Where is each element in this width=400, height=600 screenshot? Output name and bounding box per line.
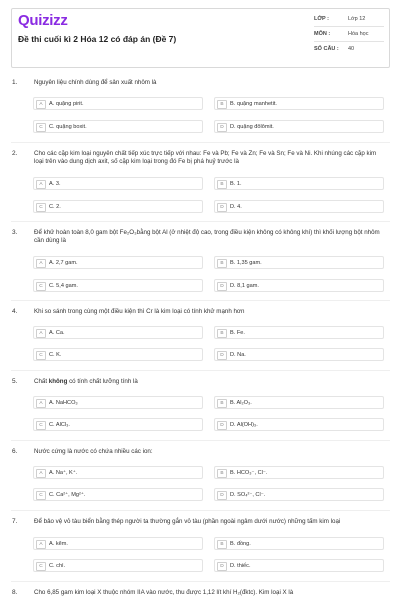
option-c[interactable] (33, 559, 203, 572)
option-letter: D (217, 421, 227, 430)
question-divider (11, 581, 390, 582)
option-a[interactable] (33, 326, 203, 339)
option-text: B. quặng manhetit. (230, 101, 277, 107)
option-text: B. đồng. (230, 541, 251, 547)
option-text: D. quặng đôlômit. (230, 124, 274, 130)
meta-subject-label: MÔN : (314, 31, 331, 37)
option-text: C. K. (49, 352, 62, 358)
question-divider (11, 142, 390, 143)
option-d[interactable] (214, 120, 384, 133)
meta-class-label: LỚP : (314, 16, 329, 22)
question-text-part: có tính chất lưỡng tính là (67, 378, 138, 385)
question-text: Cho các cặp kim loại nguyên chất tiếp xúc trực tiếp với nhau: Fe và Pb; Fe và Zn; Fe và Sn; Fe và Ni. Khi nhúng các cặp kim loại trên vào dung dịch axit, số cặp kim loại trong đó Fe bị phá huỷ trước là (34, 150, 377, 165)
option-text: C. Ca²⁺, Mg²⁺. (49, 492, 86, 498)
option-c[interactable] (33, 200, 203, 213)
option-c[interactable] (33, 120, 203, 133)
question-text: Để khử hoàn toàn 8,0 gam bột Fe₂O₃bằng bột Al (ở nhiệt độ cao, trong điều kiện không có không khí) thì khối lượng bột nhôm cần dùng là (34, 229, 380, 244)
option-text: C. chì. (49, 563, 66, 569)
option-letter: A (36, 540, 46, 549)
option-a[interactable] (33, 177, 203, 190)
meta-count-label: SỐ CÂU : (314, 46, 339, 52)
question-number: 3. (12, 229, 18, 236)
option-d[interactable] (214, 559, 384, 572)
option-letter: B (217, 259, 227, 268)
option-text: B. HCO₃⁻, Cl⁻. (230, 470, 268, 476)
option-d[interactable] (214, 348, 384, 361)
option-letter: B (217, 540, 227, 549)
option-text: A. NaHCO₃ (49, 400, 78, 406)
option-text: A. Ca. (49, 330, 65, 336)
option-text: B. Fe. (230, 330, 245, 336)
option-letter: A (36, 259, 46, 268)
option-d[interactable] (214, 418, 384, 431)
option-b[interactable] (214, 396, 384, 409)
question-divider (11, 300, 390, 301)
question-text-emphasis: không (48, 378, 68, 385)
option-letter: B (217, 399, 227, 408)
option-c[interactable] (33, 348, 203, 361)
option-text: C. 2. (49, 204, 61, 210)
meta-divider (314, 26, 384, 27)
question-divider (11, 440, 390, 441)
option-letter: D (217, 491, 227, 500)
question-divider (11, 370, 390, 371)
question-divider (11, 221, 390, 222)
option-a[interactable] (33, 466, 203, 479)
option-b[interactable] (214, 537, 384, 550)
option-text: A. 2,7 gam. (49, 260, 78, 266)
option-letter: D (217, 203, 227, 212)
option-letter: C (36, 421, 46, 430)
meta-count-value: 40 (348, 46, 355, 52)
option-text: A. kẽm. (49, 541, 68, 547)
worksheet-header (11, 8, 390, 68)
question-number: 2. (12, 150, 18, 157)
option-b[interactable] (214, 97, 384, 110)
option-letter: B (217, 100, 227, 109)
option-letter: A (36, 469, 46, 478)
meta-divider (314, 41, 384, 42)
option-text: D. Na. (230, 352, 246, 358)
question-text: Để bảo vệ vỏ tàu biển bằng thép người ta thường gắn vỏ tàu (phần ngoài ngâm dưới nước) những tấm kim loại (34, 518, 341, 525)
option-text: C. AlCl₃. (49, 422, 70, 428)
option-text: A. 3. (49, 181, 61, 187)
option-text: A. quặng pirit. (49, 101, 84, 107)
option-letter: B (217, 180, 227, 189)
option-d[interactable] (214, 200, 384, 213)
question-number: 7. (12, 518, 18, 525)
meta-subject-value: Hóa học (348, 31, 369, 37)
option-a[interactable] (33, 396, 203, 409)
question-number: 6. (12, 448, 18, 455)
option-text: C. quặng boxit. (49, 124, 87, 130)
option-letter: C (36, 351, 46, 360)
option-letter: C (36, 203, 46, 212)
option-letter: D (217, 351, 227, 360)
option-letter: C (36, 282, 46, 291)
option-letter: D (217, 282, 227, 291)
question-text-part: Chất (34, 378, 49, 385)
option-letter: A (36, 100, 46, 109)
option-letter: C (36, 123, 46, 132)
option-text: B. 1,35 gam. (230, 260, 262, 266)
option-letter: D (217, 123, 227, 132)
question-text: Nước cứng là nước có chứa nhiều các ion: (34, 448, 153, 455)
option-b[interactable] (214, 256, 384, 269)
question-number: 1. (12, 79, 18, 86)
option-text: D. SO₄²⁻, Cl⁻. (230, 492, 266, 498)
option-a[interactable] (33, 256, 203, 269)
option-text: B. Al₂O₃. (230, 400, 252, 406)
question-text: Khi so sánh trong cùng một điều kiện thì Cr là kim loại có tính khử mạnh hơn (34, 308, 245, 315)
question-number: 5. (12, 378, 18, 385)
worksheet-title: Đề thi cuối kì 2 Hóa 12 có đáp án (Đề 7) (18, 34, 177, 44)
meta-class-value: Lớp 12 (348, 16, 366, 22)
option-text: D. 4. (230, 204, 242, 210)
option-letter: C (36, 491, 46, 500)
option-d[interactable] (214, 488, 384, 501)
question-number: 4. (12, 308, 18, 315)
option-c[interactable] (33, 418, 203, 431)
option-text: C. 5,4 gam. (49, 283, 78, 289)
option-text: D. thiếc. (230, 563, 251, 569)
option-text: B. 1. (230, 181, 242, 187)
question-text: Cho 6,85 gam kim loại X thuộc nhóm IIA vào nước, thu được 1,12 lít khí H₂(đktc). Kim loại X là (34, 589, 294, 596)
option-letter: D (217, 562, 227, 571)
question-text (34, 378, 386, 386)
question-text: Nguyên liệu chính dùng để sản xuất nhôm là (34, 79, 157, 86)
option-letter: B (217, 469, 227, 478)
option-b[interactable] (214, 326, 384, 339)
option-d[interactable] (214, 279, 384, 292)
option-b[interactable] (214, 177, 384, 190)
option-c[interactable] (33, 488, 203, 501)
option-letter: A (36, 180, 46, 189)
option-text: D. Al(OH)₃. (230, 422, 258, 428)
option-text: D. 8,1 gam. (230, 283, 259, 289)
option-a[interactable] (33, 537, 203, 550)
question-divider (11, 510, 390, 511)
option-c[interactable] (33, 279, 203, 292)
option-letter: A (36, 399, 46, 408)
option-letter: C (36, 562, 46, 571)
quizizz-logo: Quizizz (18, 12, 68, 29)
option-a[interactable] (33, 97, 203, 110)
option-text: A. Na⁺, K⁺. (49, 470, 78, 476)
option-b[interactable] (214, 466, 384, 479)
option-letter: A (36, 329, 46, 338)
option-letter: B (217, 329, 227, 338)
question-number: 8. (12, 589, 18, 596)
